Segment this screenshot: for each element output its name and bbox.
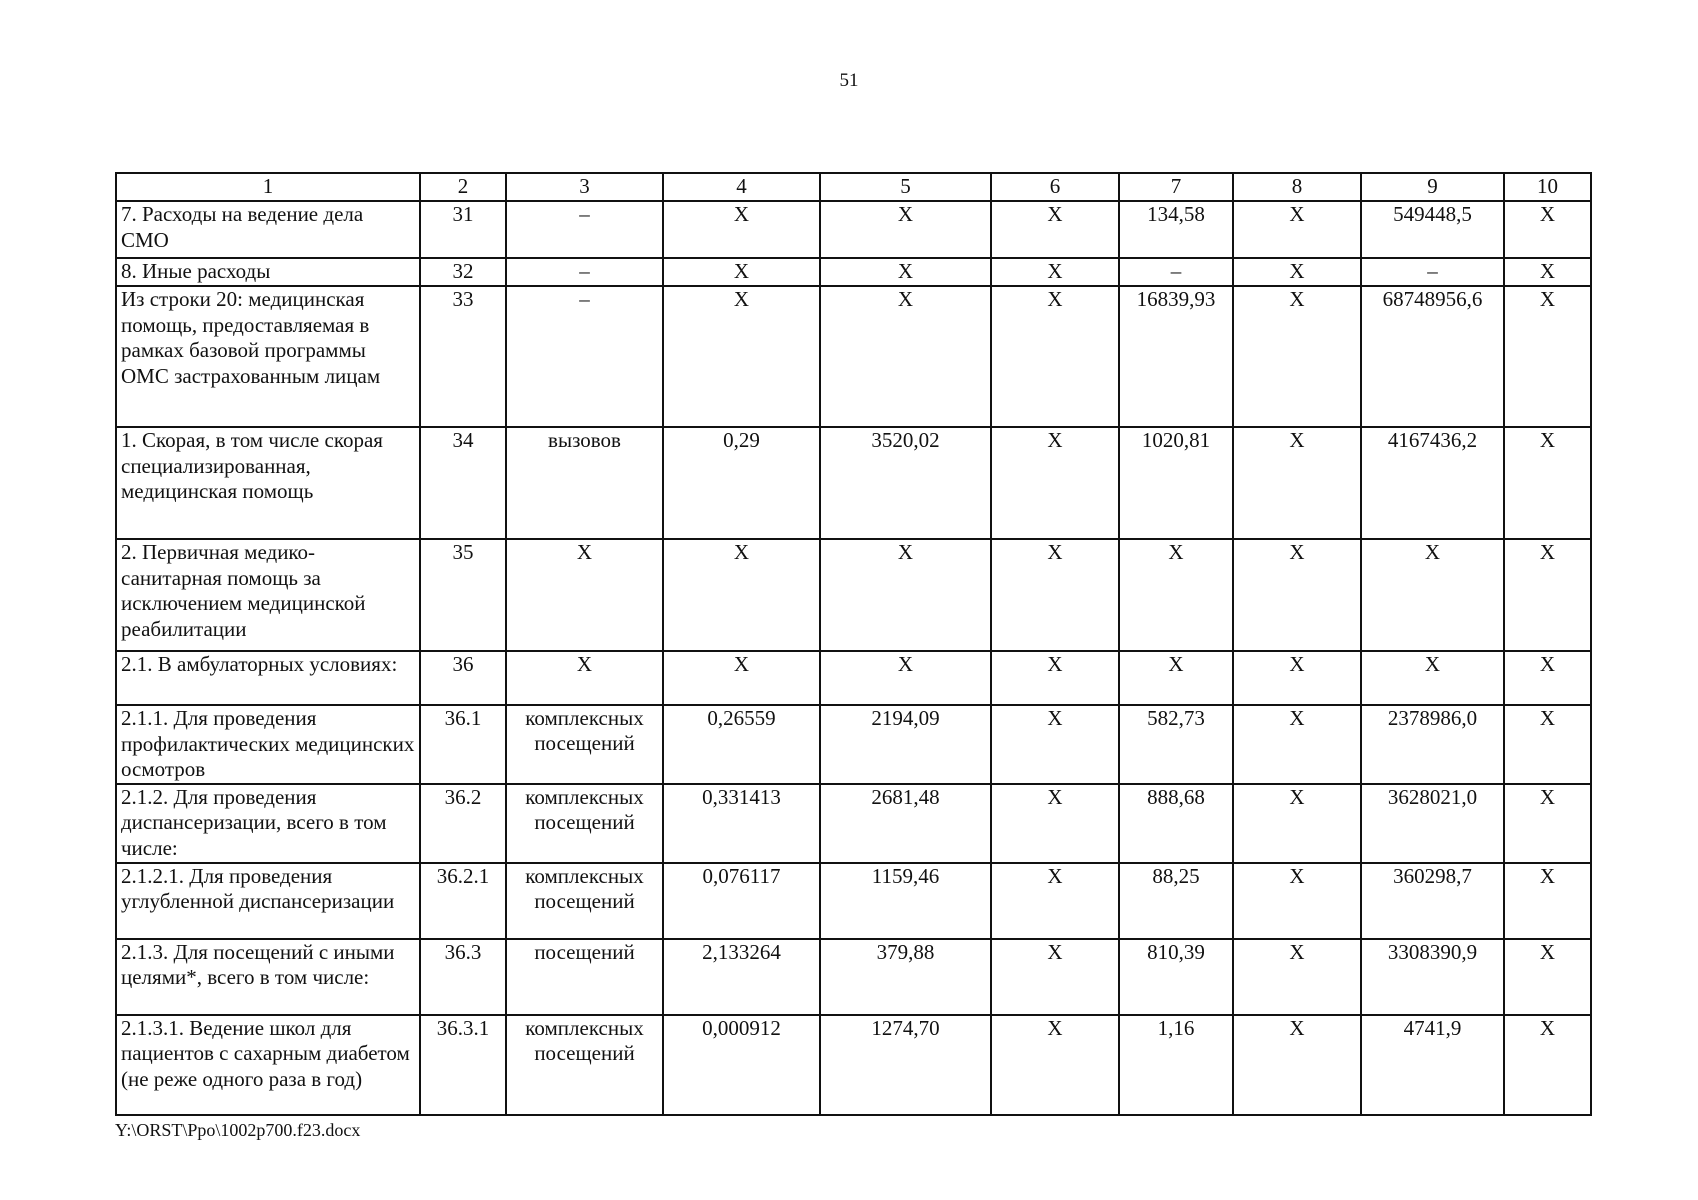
row-label-cell: 2.1.1. Для проведения профилактических медицинских осмотров (116, 705, 420, 784)
table-row (116, 427, 1591, 539)
row-label-cell: 2.1.2.1. Для проведения углубленной диспансеризации (116, 863, 420, 939)
col4-cell: Х (663, 286, 820, 427)
col5-cell: 2194,09 (820, 705, 991, 784)
col7-cell: 88,25 (1119, 863, 1233, 939)
col6-cell: Х (991, 258, 1119, 286)
col7-cell: 1,16 (1119, 1015, 1233, 1115)
col6-cell: Х (991, 705, 1119, 784)
col9-cell: – (1361, 258, 1504, 286)
col7-cell: 888,68 (1119, 784, 1233, 863)
col10-cell: Х (1504, 651, 1591, 705)
col9-cell: 360298,7 (1361, 863, 1504, 939)
col8-cell: Х (1233, 863, 1361, 939)
file-path-footer: Y:\ORST\Ppo\1002p700.f23.docx (115, 1120, 361, 1140)
col7-cell: 1020,81 (1119, 427, 1233, 539)
col9-cell: 4741,9 (1361, 1015, 1504, 1115)
col4-cell: Х (663, 651, 820, 705)
col7-cell: 16839,93 (1119, 286, 1233, 427)
col8-cell: Х (1233, 286, 1361, 427)
row-label-cell: 1. Скорая, в том числе скорая специализированная, медицинская помощь (116, 427, 420, 539)
col10-cell: Х (1504, 705, 1591, 784)
table-row (116, 705, 1591, 784)
table-row (116, 863, 1591, 939)
col10-cell: Х (1504, 201, 1591, 258)
unit-cell: Х (506, 539, 663, 651)
col6-cell: Х (991, 1015, 1119, 1115)
col7-cell: – (1119, 258, 1233, 286)
row-code-cell: 36.3.1 (420, 1015, 506, 1115)
row-code-cell: 36.1 (420, 705, 506, 784)
unit-cell: – (506, 286, 663, 427)
col8-cell: Х (1233, 201, 1361, 258)
unit-cell: комплексных посещений (506, 705, 663, 784)
row-label-cell: 2.1.3.1. Ведение школ для пациентов с сахарным диабетом (не реже одного раза в год) (116, 1015, 420, 1115)
financial-table (115, 172, 1592, 1116)
table-row (116, 651, 1591, 705)
col4-cell: Х (663, 539, 820, 651)
col6-cell: Х (991, 201, 1119, 258)
row-code-cell: 32 (420, 258, 506, 286)
row-code-cell: 36.2 (420, 784, 506, 863)
col9-cell: 2378986,0 (1361, 705, 1504, 784)
col6-cell: Х (991, 427, 1119, 539)
table-row (116, 286, 1591, 427)
col10-cell: Х (1504, 258, 1591, 286)
col6-cell: Х (991, 651, 1119, 705)
col4-cell: 2,133264 (663, 939, 820, 1015)
unit-cell: – (506, 201, 663, 258)
row-label-cell: Из строки 20: медицинская помощь, предоставляемая в рамках базовой программы ОМС застрахованным лицам (116, 286, 420, 427)
col8-cell: Х (1233, 258, 1361, 286)
row-label-cell: 2.1.3. Для посещений с иными целями*, всего в том числе: (116, 939, 420, 1015)
column-header: 10 (1504, 173, 1591, 201)
col7-cell: 582,73 (1119, 705, 1233, 784)
table-header-row (116, 173, 1591, 201)
row-label-cell: 2.1. В амбулаторных условиях: (116, 651, 420, 705)
col6-cell: Х (991, 286, 1119, 427)
col8-cell: Х (1233, 539, 1361, 651)
col9-cell: 4167436,2 (1361, 427, 1504, 539)
col7-cell: 134,58 (1119, 201, 1233, 258)
column-header: 8 (1233, 173, 1361, 201)
page-number: 51 (839, 70, 859, 91)
col5-cell: 1274,70 (820, 1015, 991, 1115)
col10-cell: Х (1504, 939, 1591, 1015)
col6-cell: Х (991, 539, 1119, 651)
col6-cell: Х (991, 784, 1119, 863)
column-header: 2 (420, 173, 506, 201)
column-header: 3 (506, 173, 663, 201)
row-label-cell: 2. Первичная медико-санитарная помощь за исключением медицинской реабилитации (116, 539, 420, 651)
col8-cell: Х (1233, 1015, 1361, 1115)
col5-cell: 3520,02 (820, 427, 991, 539)
unit-cell: вызовов (506, 427, 663, 539)
col10-cell: Х (1504, 863, 1591, 939)
table-row (116, 201, 1591, 258)
col4-cell: Х (663, 258, 820, 286)
col10-cell: Х (1504, 286, 1591, 427)
col10-cell: Х (1504, 539, 1591, 651)
table-row (116, 1015, 1591, 1115)
column-header: 9 (1361, 173, 1504, 201)
col5-cell: 379,88 (820, 939, 991, 1015)
col9-cell: 68748956,6 (1361, 286, 1504, 427)
col7-cell: Х (1119, 651, 1233, 705)
col4-cell: 0,000912 (663, 1015, 820, 1115)
column-header: 7 (1119, 173, 1233, 201)
col10-cell: Х (1504, 1015, 1591, 1115)
col5-cell: Х (820, 651, 991, 705)
col7-cell: Х (1119, 539, 1233, 651)
col7-cell: 810,39 (1119, 939, 1233, 1015)
unit-cell: комплексных посещений (506, 784, 663, 863)
col4-cell: Х (663, 201, 820, 258)
unit-cell: комплексных посещений (506, 1015, 663, 1115)
col10-cell: Х (1504, 427, 1591, 539)
column-header: 1 (116, 173, 420, 201)
row-code-cell: 31 (420, 201, 506, 258)
col9-cell: Х (1361, 539, 1504, 651)
col5-cell: 2681,48 (820, 784, 991, 863)
col8-cell: Х (1233, 651, 1361, 705)
col5-cell: Х (820, 286, 991, 427)
col8-cell: Х (1233, 705, 1361, 784)
col8-cell: Х (1233, 784, 1361, 863)
row-code-cell: 35 (420, 539, 506, 651)
table-row (116, 539, 1591, 651)
row-code-cell: 36 (420, 651, 506, 705)
col5-cell: Х (820, 539, 991, 651)
unit-cell: комплексных посещений (506, 863, 663, 939)
col5-cell: Х (820, 201, 991, 258)
table-row (116, 939, 1591, 1015)
unit-cell: – (506, 258, 663, 286)
col6-cell: Х (991, 863, 1119, 939)
col4-cell: 0,331413 (663, 784, 820, 863)
unit-cell: Х (506, 651, 663, 705)
col9-cell: 3308390,9 (1361, 939, 1504, 1015)
row-code-cell: 36.2.1 (420, 863, 506, 939)
col9-cell: 549448,5 (1361, 201, 1504, 258)
col4-cell: 0,29 (663, 427, 820, 539)
unit-cell: посещений (506, 939, 663, 1015)
row-code-cell: 33 (420, 286, 506, 427)
col4-cell: 0,26559 (663, 705, 820, 784)
col5-cell: Х (820, 258, 991, 286)
column-header: 6 (991, 173, 1119, 201)
row-label-cell: 7. Расходы на ведение дела СМО (116, 201, 420, 258)
row-code-cell: 36.3 (420, 939, 506, 1015)
row-label-cell: 2.1.2. Для проведения диспансеризации, всего в том числе: (116, 784, 420, 863)
row-label-cell: 8. Иные расходы (116, 258, 420, 286)
table-row (116, 784, 1591, 863)
col8-cell: Х (1233, 939, 1361, 1015)
col8-cell: Х (1233, 427, 1361, 539)
col9-cell: Х (1361, 651, 1504, 705)
column-header: 5 (820, 173, 991, 201)
col4-cell: 0,076117 (663, 863, 820, 939)
row-code-cell: 34 (420, 427, 506, 539)
col10-cell: Х (1504, 784, 1591, 863)
column-header: 4 (663, 173, 820, 201)
table-row (116, 258, 1591, 286)
col6-cell: Х (991, 939, 1119, 1015)
col5-cell: 1159,46 (820, 863, 991, 939)
col9-cell: 3628021,0 (1361, 784, 1504, 863)
